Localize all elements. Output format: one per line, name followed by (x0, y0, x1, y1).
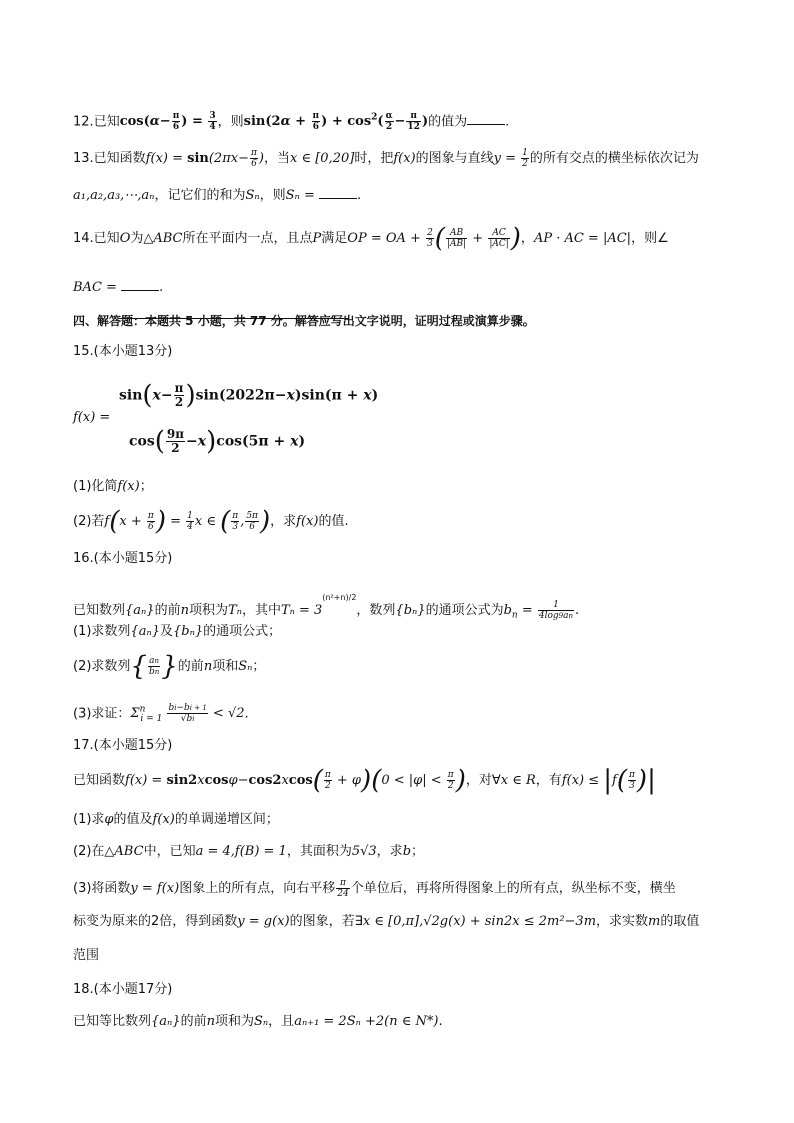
q17-p2-b: ，其面积为 (286, 844, 352, 859)
q16-p3-end: . (244, 706, 249, 722)
q16-p3-label: (3)求证： (73, 706, 131, 722)
q14-b: 所在平面内一点，且点 (182, 231, 313, 246)
q17-p3-shift: $\frac{\pi}{24}$ (337, 878, 349, 899)
q14-o: O (119, 231, 131, 246)
q16-p1-b: {bₙ} (173, 624, 204, 639)
q17-part2 (73, 842, 424, 862)
q16-line1 (73, 588, 579, 626)
q16-part2 (73, 651, 266, 682)
q17-p3-yf: y = f(x) (130, 881, 180, 896)
q16-l1-b: 的前 (154, 603, 181, 618)
q18-title: 18.(本小题17分) (73, 982, 173, 997)
q17-p3-l2-b: 的图象，若∃ (289, 914, 363, 929)
q16-l1-f: 的通项公式为 (425, 603, 504, 618)
q18-sn: Sₙ (253, 1014, 269, 1029)
q12-end: . (505, 114, 510, 130)
q14-c: 满足 (321, 231, 348, 246)
q16-p2-label: (2)求数列 (73, 659, 131, 674)
q16-l1-d: ，其中 (241, 603, 281, 618)
q14-answer-blank (121, 278, 159, 291)
q16-p1-mid: 及 (159, 624, 173, 639)
q17-p3-b: 图象上的所有点，向右平移 (179, 881, 336, 896)
q12-number: 12. (73, 114, 94, 130)
q16-tn-exponent: (n²+n)/2 (322, 593, 357, 602)
q17-p2-end: ； (411, 844, 425, 859)
q12-condition: cos(α− $\frac{\pi}{6}$ ) = $\frac{3}{4}$ (119, 111, 216, 133)
q16-l1-g: . (575, 603, 580, 618)
q15-part2 (73, 506, 349, 537)
q17-p3-yg: y = g(x) (237, 914, 290, 929)
q13-answer-blank (319, 186, 357, 199)
q17-p2-a: 中，已知 (143, 844, 196, 859)
q12-pre: 已知 (93, 114, 120, 130)
q12-mid: ，则 (217, 114, 244, 130)
q13-sequence: a₁,a₂,a₃,⋯,aₙ (73, 188, 155, 203)
q15-numerator: sin(x− $\frac{\pi}{2}$ )sin(2022π−x)sin(π + x) (119, 380, 379, 411)
q16-p2-mid: 的前 (177, 659, 204, 674)
q16-p2-sn: Sₙ (238, 659, 253, 674)
q17-p3-a: (3)将函数 (73, 881, 131, 896)
q18-l1-c: 项和为 (214, 1014, 254, 1029)
q13-line2-end: . (357, 188, 362, 203)
q17-l1-a: 已知函数 (73, 773, 126, 788)
q13-line2-post: ，则 (259, 188, 286, 203)
q16-l1-e: ，数列 (356, 603, 396, 618)
question-13-line2 (73, 186, 361, 206)
q17-title: 17.(本小题15分) (73, 738, 173, 753)
q17-part3-line2 (73, 912, 699, 932)
q13-end: 的所有交点的横坐标依次记为 (529, 151, 699, 166)
q15-title: 15.(本小题13分) (73, 344, 173, 359)
q17-part3-line3: 范围 (73, 948, 100, 963)
q16-p2-end: ； (252, 659, 266, 674)
q16-l1-c: 项积为 (188, 603, 228, 618)
q17-function: f(x) = sin2xcosφ−cos2xcos( $\frac{\pi}{2}$ + φ)(0 < |φ| < $\frac{\pi}{2}$ ) (125, 765, 466, 796)
q16-p1-label: (1)求数列 (73, 624, 131, 639)
q17-p1-mid: 的值及 (113, 812, 153, 827)
q18-l1-b: 的前 (180, 1014, 207, 1029)
q16-part1 (73, 622, 281, 642)
q17-p2-eq: a = 4,f(B) = 1 (195, 844, 287, 859)
q13-post: 的图象与直线 (415, 151, 494, 166)
q17-p2-tri: △ABC (104, 844, 144, 859)
q14-a: 为 (130, 231, 144, 246)
q16-p1-a: {aₙ} (130, 624, 160, 639)
q18-l1-e: . (438, 1014, 443, 1029)
q17-p1-f: f(x) (152, 812, 175, 827)
section-4-heading: 四、解答题：本题共 5 小题，共 77 分。解答应写出文字说明，证明过程或演算步骤。 (73, 314, 535, 328)
q13-line-eq: y = $\frac{1}{2}$ (493, 148, 528, 169)
question-12 (73, 108, 509, 132)
q15-p1-f: f(x) (117, 479, 140, 494)
q16-tn-eq: Tₙ = 3 (280, 603, 323, 618)
q17-p2-b-var: b (402, 844, 412, 859)
q13-line2-mid: ，记它们的和为 (154, 188, 246, 203)
q16-l1-a: 已知数列 (73, 603, 126, 618)
q16-bn: {bₙ} (395, 603, 426, 618)
question-14-line1 (73, 223, 669, 254)
q14-triangle: △ABC (143, 231, 183, 246)
q15-p2-mid: ，求 (270, 514, 297, 529)
q13-mid2: 时，把 (354, 151, 394, 166)
q15-p1-end: ； (139, 479, 153, 494)
q17-line1 (73, 765, 656, 796)
q12-expression: sin(2α + $\frac{\pi}{6}$ ) + $\cos^2$( $\frac{\alpha}{2}$ − $\frac{\pi}{12}$ ) (243, 111, 429, 133)
q16-tn: Tₙ (227, 603, 242, 618)
q17-l1-c: ，有 (535, 773, 562, 788)
q17-p3-c: 个单位后，再将所得图象上的所有点，纵坐标不变，横坐 (350, 881, 676, 896)
q17-p3-l2-a: 标变为原来的2倍，得到函数 (73, 914, 238, 929)
q14-bac: BAC = (73, 280, 117, 295)
q13-fx: f(x) (393, 151, 416, 166)
q13-domain: x ∈ [0,20] (290, 151, 355, 166)
q12-post: 的值为 (428, 114, 468, 130)
q17-p2-label: (2)在 (73, 844, 105, 859)
q17-p3-l2-c: ，求实数 (596, 914, 649, 929)
q13-pre: 13.已知函数 (73, 151, 146, 166)
q14-end: . (159, 280, 164, 295)
q14-p: P (312, 231, 322, 246)
q15-fx-label: f(x) = (73, 410, 111, 425)
q17-p1-end: 的单调递增区间； (174, 812, 279, 827)
q15-p2-label: (2)若 (73, 514, 105, 529)
q17-xr: x ∈ R (500, 773, 536, 788)
q16-p1-end: 的通项公式； (203, 624, 282, 639)
q16-p2-expr: { $\frac{an}{bn}$ } (130, 651, 178, 682)
q18-line1 (73, 1012, 443, 1032)
q18-l1-a: 已知等比数列 (73, 1014, 152, 1029)
q16-p2-n: n (203, 659, 213, 674)
q15-denominator: cos( $\frac{9\pi}{2}$ −x)cos(5π + x) (129, 426, 306, 457)
q13-sn-eq: Sₙ = (285, 188, 315, 203)
q16-title: 16.(本小题15分) (73, 551, 173, 566)
q13-mid: ，当 (263, 151, 290, 166)
q17-p2-c: ，求 (376, 844, 403, 859)
q16-an: {aₙ} (125, 603, 155, 618)
q17-p3-m: m (648, 914, 661, 929)
q14-pre: 14.已知 (73, 231, 120, 246)
q17-inequality: f(x) ≤ |f( $\frac{\pi}{3}$ )| (561, 765, 656, 796)
q17-p2-area: 5√3 (351, 844, 377, 859)
q18-l1-d: ，且 (268, 1014, 295, 1029)
q17-part3-line1 (73, 878, 676, 899)
q15-p1-label: (1)化简 (73, 479, 118, 494)
q17-p1-label: (1)求 (73, 812, 105, 827)
q15-fraction-bar (118, 318, 348, 319)
q18-n: n (206, 1014, 215, 1029)
q12-answer-blank (467, 112, 505, 125)
q14-d: ， (520, 231, 534, 246)
q14-dot-eq: AP · AC = |AC| (533, 231, 632, 246)
q18-an: {aₙ} (151, 1014, 181, 1029)
q15-part1 (73, 477, 153, 497)
q14-e: ，则∠ (631, 231, 669, 246)
q16-bn-eq: $b_n$ = $\frac{1}{4\log 9an}$ (503, 600, 574, 621)
q15-p2-end: 的值. (318, 514, 349, 529)
q17-l1-b: ，对∀ (465, 773, 501, 788)
q16-n: n (180, 603, 189, 618)
q13-sn: Sₙ (245, 188, 260, 203)
q18-eq: aₙ₊₁ = 2Sₙ +2(n ∈ N*) (294, 1014, 439, 1029)
q15-p2-f: f(x) (296, 514, 319, 529)
q17-p3-l2-d: 的取值 (660, 914, 700, 929)
q15-p2-expr: f(x + $\frac{\pi}{6}$ ) = $\frac{1}{4}$ x ∈ ( $\frac{\pi}{3}$ , $\frac{5\pi}{6}$ ) (104, 506, 271, 537)
question-14-line2 (73, 278, 163, 298)
q16-part3 (73, 700, 249, 729)
q16-p3-expr: $\Sigma^n_{i = 1}$ $\frac{bi-bi + 1}{√bi}$ < √2 (130, 703, 245, 725)
q17-p1-phi: φ (104, 812, 114, 827)
q16-p2-mid2: 项和 (212, 659, 239, 674)
q17-part1 (73, 810, 279, 830)
q17-p3-x: x ∈ [0,π],√2g(x) + sin2x ≤ 2m²−3m (362, 914, 597, 929)
q13-function: f(x) = sin(2πx− $\frac{\pi}{6}$ ) (145, 148, 264, 169)
q14-vector-eq: OP = OA + $\frac{2}{3}$ ( $\frac{AB}{|AB|}$ + $\frac{AC}{|AC|}$ ) (347, 223, 521, 254)
question-13-line1 (73, 148, 699, 169)
